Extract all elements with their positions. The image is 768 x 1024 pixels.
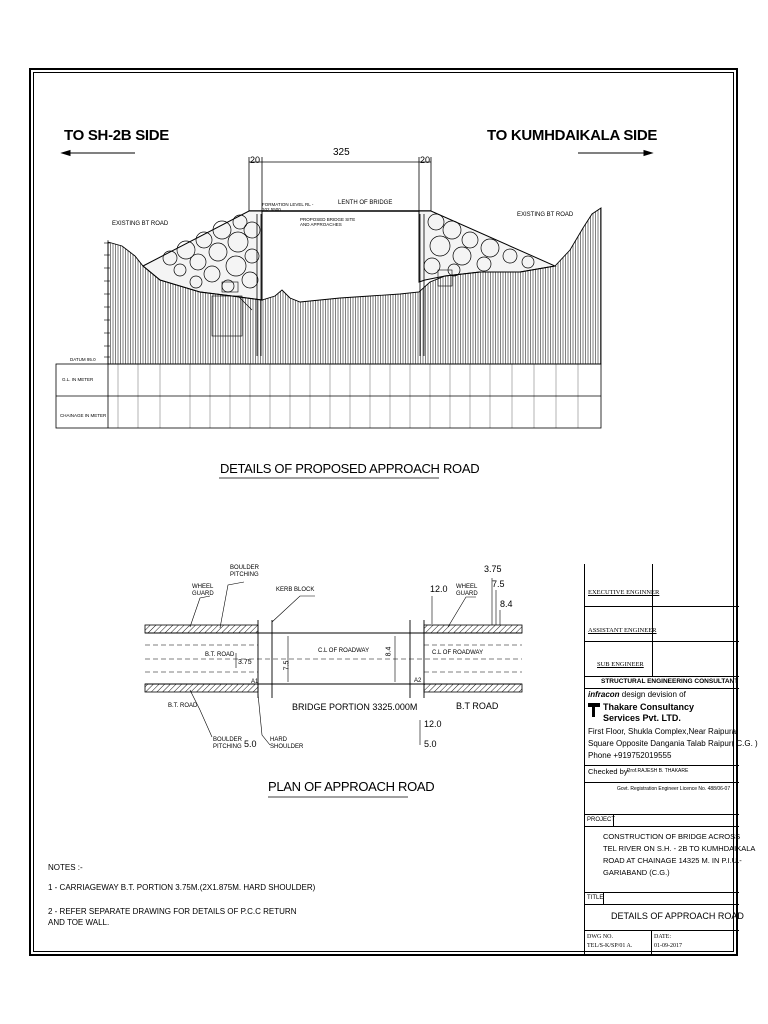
row-project <box>585 826 756 893</box>
kerb-block-label: KERB BLOCK <box>276 587 315 593</box>
bridge-portion-label: BRIDGE PORTION 3325.000M <box>292 702 418 712</box>
note-2a: 2 - REFER SEPARATE DRAWING FOR DETAILS OF P.C.C RETURN <box>48 907 297 916</box>
boulder-pitching-top-label: BOULDER PITCHING <box>230 565 260 579</box>
boulder-pitching-bottom-label: BOULDER PITCHING <box>213 737 243 751</box>
project-line-1: CONSTRUCTION OF BRIDGE ACROSS <box>603 832 741 841</box>
address-line-1: First Floor, Shukla Complex,Near Raipura <box>588 727 737 736</box>
dim-3-75: 3.75 <box>484 564 502 574</box>
datum-label: DATUM 95.0 <box>70 357 96 362</box>
date-value: 01-09-2017 <box>654 943 682 949</box>
dim-left: 20 <box>250 155 261 165</box>
row-assistant <box>585 606 739 642</box>
project-label: PROJECT <box>587 817 616 823</box>
abutment-a2-label: A2 <box>414 678 422 684</box>
dwg-no-label: DWG NO. <box>587 934 613 940</box>
checker-name: Prof.RAJESH B. THAKARE <box>627 768 689 774</box>
licence-text: Govt. Registration Engineer Licence No. 488/06-07 <box>617 786 731 792</box>
company-name-1: Thakare Consultancy <box>603 702 695 712</box>
consultant-label: STRUCTURAL ENGINEERING CONSULTANT <box>601 678 739 685</box>
cl-roadway-right-label: C.L OF ROADWAY <box>432 650 484 656</box>
dim-8-4: 8.4 <box>500 599 513 609</box>
table-row-gl: G.L. IN METER <box>62 377 94 382</box>
note-2b: AND TOE WALL. <box>48 918 110 927</box>
dim-mid: 325 <box>333 147 350 158</box>
row-licence <box>585 782 739 815</box>
notes-heading: NOTES :- <box>48 863 83 872</box>
dim-12-top: 12.0 <box>430 584 448 594</box>
project-line-2: TEL RIVER ON S.H. - 2B TO KUMHDAIKALA <box>603 844 756 853</box>
row-dwg <box>585 930 739 954</box>
dim-3-75-inner: 3.75 <box>238 659 252 666</box>
left-direction-label: TO SH-2B SIDE <box>64 127 170 144</box>
bt-road-top-left-label: B.T. ROAD <box>205 652 235 658</box>
dim-right: 20 <box>420 155 431 165</box>
executive-engineer-label: EXECUTIVE ENGINNER <box>588 589 660 596</box>
profile-caption: DETAILS OF PROPOSED APPROACH ROAD <box>220 461 480 476</box>
date-label: DATE: <box>654 934 671 940</box>
sub-engineer-label: SUB ENGINEER <box>597 661 644 668</box>
wheel-guard-right-label: WHEEL GUARD <box>456 584 478 598</box>
dim-5-left: 5.0 <box>244 739 257 749</box>
lenth-of-bridge-label: LENTH OF BRIDGE <box>338 200 393 206</box>
address-line-2: Square Opposite Dangania Talab Raipur( C.G. ) <box>588 739 758 748</box>
dwg-no-value: TEL/S-K/SP/01 A. <box>587 943 633 949</box>
note-1: 1 - CARRIAGEWAY B.T. PORTION 3.75M.(2X1.875M. HARD SHOULDER) <box>48 883 316 892</box>
infracon-logo-text: infracon <box>588 690 620 699</box>
proposed-site-label: PROPOSED BRIDGE SITE AND APPROACHES <box>300 217 356 227</box>
hard-shoulder-label: HARD SHOULDER <box>270 737 304 751</box>
dim-7-5: 7.5 <box>492 579 505 589</box>
row-sub <box>585 641 739 677</box>
checked-by-label: Checked by- <box>588 767 631 776</box>
existing-bt-left-label: EXISTING BT ROAD <box>112 221 169 227</box>
dim-7-5-vertical: 7.5 <box>283 660 291 671</box>
row-executive <box>585 564 739 607</box>
project-line-4: GARIABAND (C.G.) <box>603 868 670 877</box>
assistant-engineer-label: ASSISTANT ENGINEER <box>588 627 657 634</box>
bt-road-left-label: B.T. ROAD <box>168 703 198 709</box>
project-line-3: ROAD AT CHAINAGE 14325 M. IN P.I.U.- <box>603 856 742 865</box>
wheel-guard-left-label: WHEEL GUARD <box>192 584 214 598</box>
phone-number: Phone +919752019555 <box>588 751 672 760</box>
row-company <box>585 688 758 783</box>
abutment-a1-label: A1 <box>251 679 259 685</box>
company-logo-icon <box>588 703 600 717</box>
formation-level-label: FORMATION LEVEL RL - 102.5500 <box>262 202 314 212</box>
dim-12-bottom: 12.0 <box>424 719 442 729</box>
bt-road-right-label: B.T ROAD <box>456 701 499 711</box>
design-division-text: design devision of <box>621 690 686 699</box>
right-direction-label: TO KUMHDAIKALA SIDE <box>487 127 658 144</box>
cl-roadway-left-label: C.L OF ROADWAY <box>318 648 370 654</box>
title-label: TITLE <box>587 895 604 901</box>
company-name-2: Services Pvt. LTD. <box>603 713 681 723</box>
existing-bt-right-label: EXISTING BT ROAD <box>517 212 574 218</box>
drawing-title: DETAILS OF APPROACH ROAD <box>611 911 744 921</box>
dim-8-4-vertical: 8.4 <box>385 646 393 657</box>
row-title <box>585 904 744 931</box>
table-row-chainage: CHAINAGE IN METER <box>60 413 107 418</box>
title-block <box>584 564 758 956</box>
dim-5-right: 5.0 <box>424 739 437 749</box>
plan-caption: PLAN OF APPROACH ROAD <box>268 779 435 794</box>
